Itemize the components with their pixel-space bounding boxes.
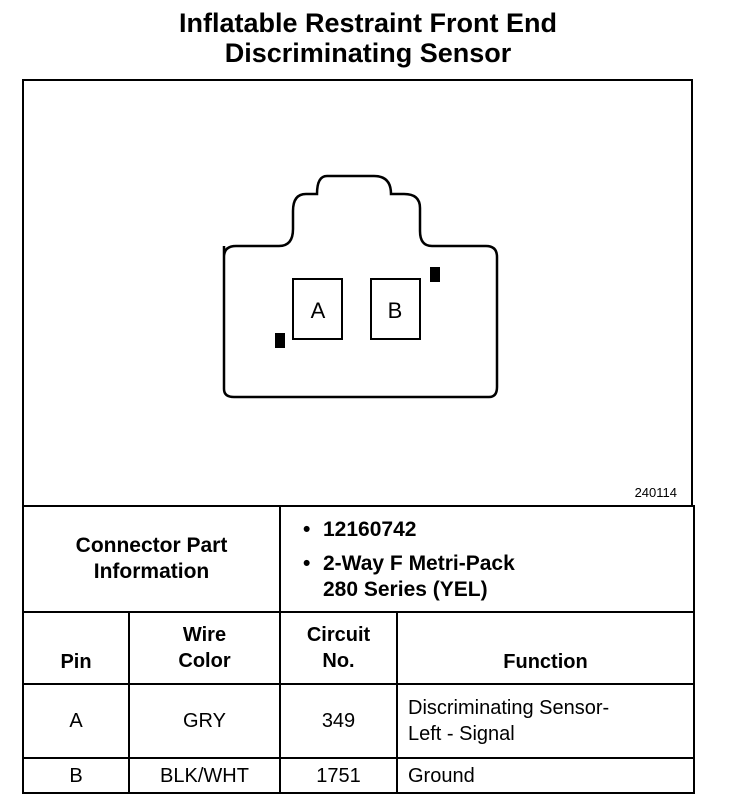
title-line-2: Discriminating Sensor: [224, 38, 512, 68]
header-circuit-no: [280, 612, 397, 684]
pin-cell: A: [23, 684, 129, 758]
connector-diagram: [22, 79, 693, 505]
header-circuit-line-2: No.: [322, 650, 355, 672]
connector-description-line-1: • 2-Way F Metri-Pack: [323, 552, 515, 575]
header-function: Function: [397, 612, 694, 684]
cavity-b-label: B: [387, 298, 403, 323]
title-line-1: Inflatable Restraint Front End: [178, 8, 558, 38]
wire-color-cell: GRY: [129, 684, 280, 758]
table-row: [23, 684, 694, 758]
function-line-2: Left - Signal: [408, 723, 515, 745]
table-row: [23, 758, 694, 793]
connector-part-row: [23, 506, 694, 612]
header-circuit-line-1: Circuit: [306, 624, 371, 646]
connector-face-drawing: [24, 81, 695, 507]
connector-description-line-2: 280 Series (YEL): [323, 578, 488, 601]
circuit-cell: 349: [280, 684, 397, 758]
page-title: [0, 8, 736, 68]
part-number: • 12160742: [323, 517, 693, 543]
connector-part-label-line-1: Connector Part: [75, 534, 228, 557]
figure-number: 240114: [634, 485, 677, 500]
cavity-a-label: A: [310, 298, 326, 323]
header-wire-color-line-2: Color: [178, 650, 231, 672]
circuit-cell: 1751: [280, 758, 397, 793]
header-pin: Pin: [23, 612, 129, 684]
latch-mark-right: [430, 267, 440, 282]
pin-cell: B: [23, 758, 129, 793]
function-cell: [397, 684, 694, 758]
header-wire-color-line-1: Wire: [182, 624, 227, 646]
pin-table-header-row: [23, 612, 694, 684]
connector-part-label: [23, 506, 280, 612]
wire-color-cell: BLK/WHT: [129, 758, 280, 793]
function-line-1: Discriminating Sensor-: [408, 697, 610, 719]
header-wire-color: [129, 612, 280, 684]
connector-outline: [224, 176, 497, 397]
connector-part-details: [280, 506, 694, 612]
connector-part-label-line-2: Information: [93, 560, 210, 583]
connector-description: [323, 551, 693, 603]
function-cell: Ground: [397, 758, 694, 793]
latch-mark-left: [275, 333, 285, 348]
connector-info-table: [22, 505, 695, 794]
